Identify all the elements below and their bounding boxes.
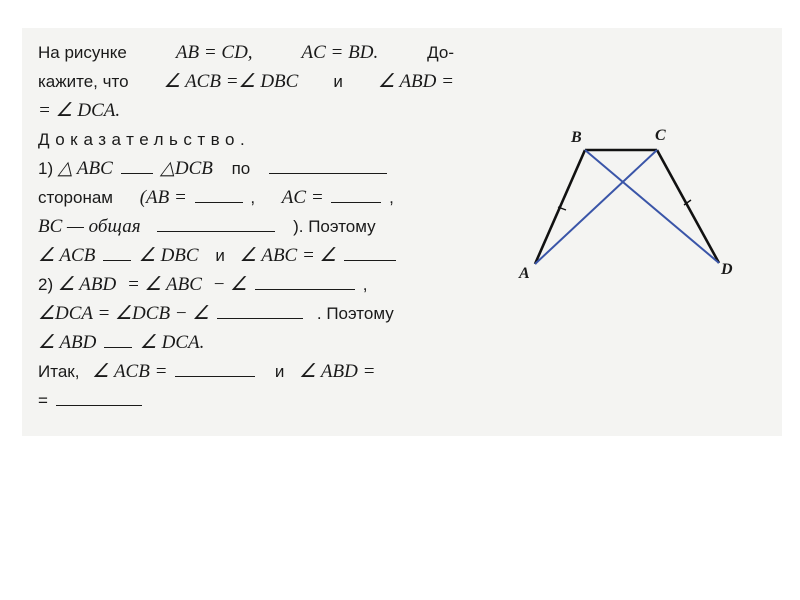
angle-abd: ∠ ABD: [38, 332, 97, 353]
step-text: и: [215, 246, 225, 265]
problem-text: На рисунке: [38, 43, 127, 62]
answer-blank[interactable]: [103, 246, 131, 261]
step1-line-b: [38, 183, 454, 212]
angle-acb-eq: ∠ ACB =: [92, 361, 168, 382]
step2-line-b: [38, 299, 454, 328]
angle-acb: ∠ ACB: [38, 245, 96, 266]
step-text: ,: [389, 188, 394, 207]
step-number: 1): [38, 159, 54, 178]
answer-blank[interactable]: [217, 304, 303, 319]
angle-dca: ∠ DCA.: [139, 332, 205, 353]
step-text: сторонам: [38, 188, 113, 207]
vertex-label-c: C: [655, 127, 666, 144]
answer-blank[interactable]: [195, 188, 243, 203]
step-text: ,: [250, 188, 256, 207]
angle-dca-eq: ∠DCA = ∠DCB − ∠: [38, 303, 210, 324]
step1-line-c: [38, 212, 454, 241]
triangle-dcb: △DCB: [160, 158, 213, 179]
step1-line-d: [38, 241, 454, 270]
problem-text: До-: [427, 43, 454, 62]
claim-angles-2: ∠ ABD =: [378, 71, 454, 92]
triangle-abc: △ ABC: [57, 158, 113, 179]
angle-abd-eq: ∠ ABD =: [299, 361, 376, 382]
conclusion-text: и: [274, 362, 285, 381]
segment-ab: [535, 150, 585, 264]
answer-blank[interactable]: [269, 159, 387, 174]
exercise-text: [38, 38, 454, 415]
diagonal-ac: [535, 150, 657, 264]
step-text: ). Поэтому: [293, 217, 376, 236]
problem-line-1: [38, 38, 454, 67]
conclusion-line-a: [38, 357, 454, 386]
vertex-label-d: D: [721, 261, 733, 278]
answer-blank[interactable]: [157, 217, 275, 232]
bc-common: BC — общая: [38, 216, 141, 237]
answer-blank[interactable]: [56, 391, 142, 406]
problem-line-3: [38, 96, 454, 125]
step-text: ,: [362, 275, 368, 294]
angle-dbc: ∠ DBC: [138, 245, 199, 266]
angle-abc-eq: ∠ ABC = ∠: [239, 245, 337, 266]
claim-angles-2-end: = ∠ DCA.: [38, 100, 121, 121]
problem-text: и: [333, 72, 343, 91]
answer-blank[interactable]: [121, 159, 153, 174]
given-ac-bd: AC = BD.: [301, 42, 379, 63]
step1-line-a: [38, 154, 454, 183]
proof-heading-line: [38, 125, 454, 154]
step2-line-c: [38, 328, 454, 357]
vertex-label-b: B: [571, 129, 582, 146]
conclusion-text: =: [38, 391, 48, 410]
ac-equals: AC =: [281, 187, 324, 208]
problem-text: кажите, что: [38, 72, 129, 91]
problem-line-2: [38, 67, 454, 96]
answer-blank[interactable]: [344, 246, 396, 261]
step-text: по: [231, 159, 251, 178]
answer-blank[interactable]: [255, 275, 355, 290]
conclusion-text: Итак,: [38, 362, 80, 381]
vertex-label-a: A: [519, 265, 530, 282]
proof-heading: Доказательство.: [38, 130, 251, 149]
answer-blank[interactable]: [104, 333, 132, 348]
answer-blank[interactable]: [175, 362, 255, 377]
diagonal-bd: [585, 150, 719, 263]
given-ab-cd: AB = CD,: [175, 42, 253, 63]
angle-abc: = ∠ ABC: [126, 274, 202, 295]
step2-line-a: [38, 270, 454, 299]
answer-blank[interactable]: [331, 188, 381, 203]
claim-angles-1: ∠ ACB =∠ DBC: [163, 71, 299, 92]
angle-abd: ∠ ABD: [57, 274, 117, 295]
step-text: . Поэтому: [316, 304, 394, 323]
ab-equals: (AB =: [139, 187, 187, 208]
trapezoid-figure: [505, 120, 765, 290]
segment-cd: [657, 150, 719, 263]
step-number: 2): [38, 275, 54, 294]
minus-angle: − ∠: [212, 274, 248, 295]
conclusion-line-b: [38, 386, 454, 415]
